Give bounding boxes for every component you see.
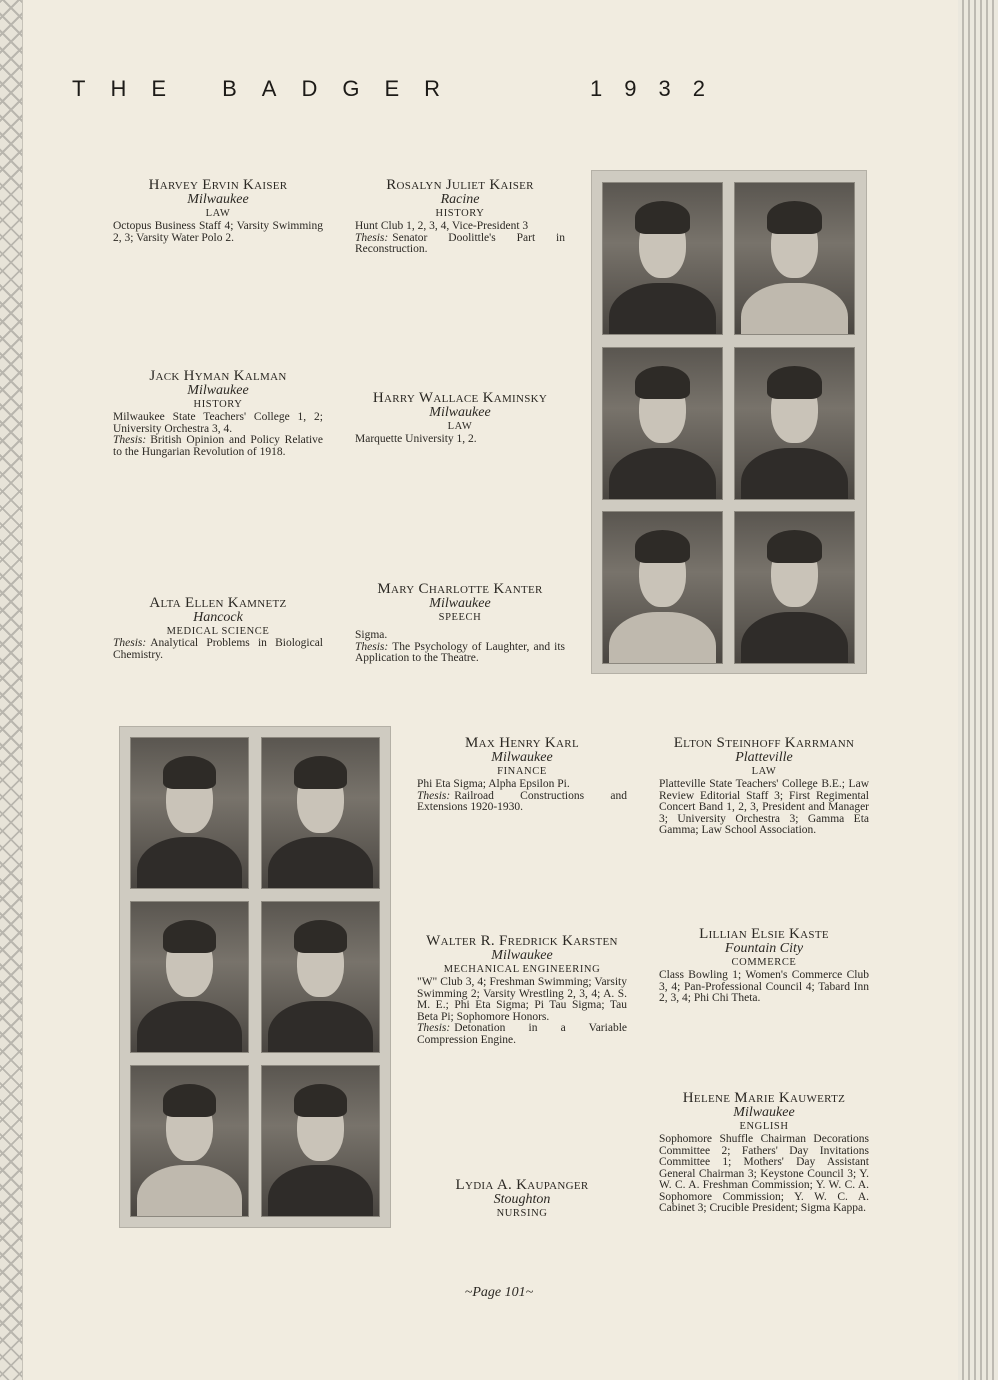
entry-city: Platteville [735, 750, 793, 765]
entry-city: Fountain City [724, 941, 804, 956]
entry-city: Milwaukee [491, 750, 553, 765]
thesis-label: Thesis: [113, 434, 147, 446]
thesis-text: British Opinion and Policy Relative to the Hungarian Revolution of 1918. [113, 434, 323, 458]
thesis-label: Thesis: [355, 640, 389, 653]
entry-thesis [417, 791, 627, 814]
portrait-photo [261, 901, 380, 1053]
left-decorative-border [0, 0, 23, 1380]
entry-desc: Milwaukee State Teachers' College 1, 2; University Orchestra 3, 4. [113, 411, 323, 435]
entry-elton-karrmann [659, 736, 869, 837]
entry-desc: Octopus Business Staff 4; Varsity Swimming 2, 3; Varsity Water Polo 2. [113, 220, 323, 244]
portrait-photo [734, 182, 855, 335]
entry-desc: "W" Club 3, 4; Freshman Swimming; Varsity Swimming 2; Varsity Wrestling 2, 3, 4; A. S. M. E.; Phi Eta Sigma; Pi Tau Sigma; Tau Beta Pi; Sophomore Honors. [417, 976, 627, 1023]
thesis-label: Thesis: [355, 231, 389, 244]
portrait-photo [130, 1065, 249, 1217]
entry-desc: Phi Eta Sigma; Alpha Epsilon Pi. [417, 778, 570, 790]
entry-city: Milwaukee [187, 192, 249, 207]
entry-name: Harry Wallace Kaminsky [372, 390, 548, 406]
entry-dept: ENGLISH [739, 1121, 789, 1132]
entry-city: Hancock [193, 610, 243, 625]
entry-city: Racine [440, 192, 480, 207]
page-number: ~Page 101~ [464, 1285, 534, 1300]
thesis-label: Thesis: [417, 789, 451, 802]
thesis-label: Thesis: [417, 1022, 451, 1034]
entry-city: Milwaukee [733, 1105, 795, 1120]
header-title: THE BADGER [72, 76, 466, 101]
entry-city: Milwaukee [429, 596, 491, 611]
entry-lydia-kaupanger [417, 1178, 627, 1220]
entry-dept: LAW [751, 766, 777, 777]
entry-helene-kauwertz [659, 1091, 869, 1215]
entry-name: Harvey Ervin Kaiser [148, 177, 288, 193]
entry-name: Helene Marie Kauwertz [682, 1090, 846, 1106]
portrait-photo [602, 347, 723, 500]
entry-desc: Sophomore Shuffle Chairman Decorations Committee 2; Fathers' Day Invitations Committee 1; Mothers' Day Assistant General Chairman 3; Keystone Council 3; Y. W. C. A. Freshman Commission; Y. W. C. A. Sophomore Commission; Y. W. C. A. Cabinet 3; Crucible President; Sigma Kappa. [659, 1133, 869, 1214]
entry-city: Stoughton [493, 1192, 551, 1207]
entry-thesis [417, 1023, 627, 1046]
entry-name: Lillian Elsie Kaste [699, 926, 829, 942]
entry-name: Mary Charlotte Kanter [377, 581, 543, 597]
entry-desc: Platteville State Teachers' College B.E.; Law Review Editorial Staff 3; First Regimental Concert Band 1, 2, 3, President and Manager 3; University Orchestra 3; Gamma Eta Gamma; Law School Association. [659, 778, 869, 836]
entry-name: Lydia A. Kaupanger [455, 1177, 589, 1193]
thesis-label: Thesis: [113, 637, 147, 649]
entry-dept: FINANCE [497, 766, 547, 777]
entry-jack-kalman [113, 369, 323, 458]
thesis-text: Railroad Constructions and Extensions 1920-1930. [417, 789, 627, 813]
entry-thesis [355, 642, 565, 665]
entry-dept: NURSING [496, 1208, 548, 1219]
entry-mary-kanter [355, 582, 565, 665]
portrait-photo [602, 182, 723, 335]
entry-name: Walter R. Fredrick Karsten [426, 933, 618, 949]
portrait-photo [130, 901, 249, 1053]
entry-desc: Marquette University 1, 2. [355, 433, 477, 445]
thesis-text: Analytical Problems in Biological Chemistry. [113, 637, 323, 661]
thesis-text: Senator Doolittle's Part in Reconstruction. [355, 231, 565, 255]
entry-harry-kaminsky [355, 391, 565, 446]
entry-desc: Hunt Club 1, 2, 3, 4, Vice-President 3 [355, 220, 529, 232]
entry-lillian-kaste [659, 927, 869, 1005]
photo-panel-top [591, 170, 867, 674]
portrait-photo [734, 511, 855, 664]
entry-city: Milwaukee [187, 383, 249, 398]
entry-name: Alta Ellen Kamnetz [149, 595, 287, 611]
thesis-text: The Psychology of Laughter, and its Application to the Theatre. [355, 640, 565, 664]
header-year: 1932 [590, 76, 727, 101]
portrait-photo [602, 511, 723, 664]
entry-name: Max Henry Karl [465, 735, 579, 751]
entry-thesis [113, 638, 323, 661]
right-decorative-border [958, 0, 998, 1380]
entry-dept: LAW [205, 208, 231, 219]
entry-name: Rosalyn Juliet Kaiser [386, 177, 534, 193]
entry-dept: COMMERCE [731, 957, 797, 968]
entry-dept: HISTORY [193, 399, 243, 410]
portrait-photo [734, 347, 855, 500]
entry-dept: LAW [447, 421, 473, 432]
photo-panel-bottom [119, 726, 391, 1228]
entry-alta-kamnetz [113, 596, 323, 661]
entry-city: Milwaukee [429, 405, 491, 420]
portrait-photo [261, 737, 380, 889]
portrait-photo [130, 737, 249, 889]
entry-thesis [113, 435, 323, 458]
entry-city: Milwaukee [491, 948, 553, 963]
entry-rosalyn-kaiser [355, 178, 565, 256]
entry-desc: Class Bowling 1; Women's Commerce Club 3, 4; Pan-Professional Council 4; Tabard Inn 2, 3, 4; Phi Chi Theta. [659, 969, 869, 1004]
entry-desc: Sigma. [355, 629, 388, 641]
portrait-photo [261, 1065, 380, 1217]
entry-dept: SPEECH [438, 612, 482, 623]
entry-thesis [355, 233, 565, 256]
entry-dept: MEDICAL SCIENCE [166, 626, 270, 637]
entry-name: Jack Hyman Kalman [149, 368, 287, 384]
entry-dept: HISTORY [435, 208, 485, 219]
entry-name: Elton Steinhoff Karrmann [673, 735, 855, 751]
entry-dept: MECHANICAL ENGINEERING [443, 964, 601, 975]
entry-harvey-kaiser [113, 178, 323, 244]
thesis-text: Detonation in a Variable Compression Engine. [417, 1022, 627, 1046]
entry-max-karl [417, 736, 627, 814]
entry-walter-karsten [417, 934, 627, 1046]
